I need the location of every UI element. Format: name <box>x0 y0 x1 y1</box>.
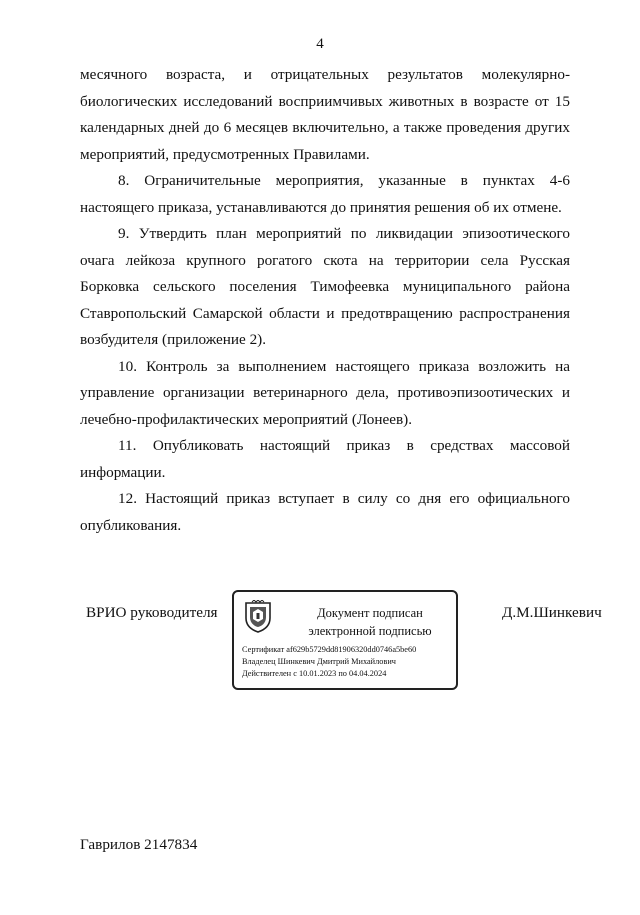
stamp-heading-line2: электронной подписью <box>308 624 432 638</box>
paragraph-item-12: 12. Настоящий приказ вступает в силу со дня его официального опубликования. <box>80 490 570 534</box>
stamp-heading-line1: Документ подписан <box>317 606 423 620</box>
paragraph-item-11: 11. Опубликовать настоящий приказ в средствах массовой информации. <box>80 437 570 481</box>
stamp-owner: Владелец Шинкевич Дмитрий Михайлович <box>242 657 396 666</box>
paragraph-item-9: 9. Утвердить план мероприятий по ликвидации эпизоотического очага лейкоза крупного рогатого скота на территории села Русская Борковка сельского поселения Тимофеевка муниципального района Ставропольский Самарской области и предотвращению распространения возбудителя (приложение 2). <box>80 225 570 348</box>
paragraph-continuation: месячного возраста, и отрицательных результатов молекулярно-биологических исследований восприимчивых животных в возрасте от 15 календарных дней до 6 месяцев включительно, а также проведения других мероприятий, предусмотренных Правилами. <box>80 66 570 163</box>
page-number: 4 <box>316 36 324 52</box>
signer-title: ВРИО руководителя <box>86 604 218 621</box>
coat-of-arms-icon <box>243 600 273 634</box>
paragraph-item-10: 10. Контроль за выполнением настоящего приказа возложить на управление организации ветеринарного дела, противоэпизоотических и лечебно-профилактических мероприятий (Лонеев). <box>80 357 570 428</box>
stamp-validity: Действителен с 10.01.2023 по 04.04.2024 <box>242 669 387 678</box>
stamp-heading <box>290 604 450 640</box>
signer-name: Д.М.Шинкевич <box>502 604 602 621</box>
document-body <box>80 62 570 539</box>
electronic-signature-stamp <box>232 590 458 690</box>
paragraph-item-8: 8. Ограничительные мероприятия, указанные в пунктах 4-6 настоящего приказа, устанавливаются до принятия решения об их отмене. <box>80 172 570 216</box>
stamp-certificate: Сертификат af629b5729dd81906320dd0746a5be60 <box>242 645 417 654</box>
stamp-details <box>242 644 456 680</box>
executor-note: Гаврилов 2147834 <box>80 836 198 853</box>
